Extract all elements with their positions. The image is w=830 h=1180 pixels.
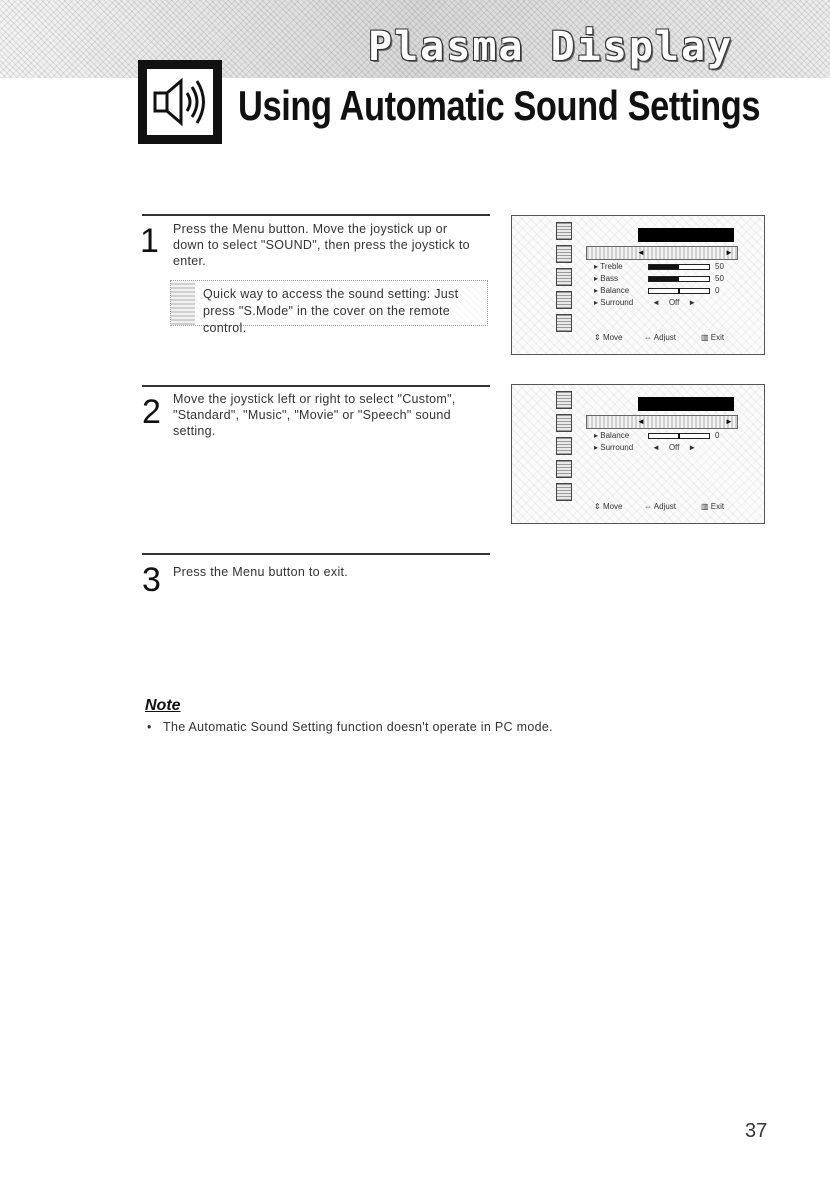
osd-value: 50 (715, 262, 724, 271)
osd-mode-selector (586, 246, 738, 260)
balance-marker (678, 433, 680, 439)
osd-row: ▸ Treble (594, 262, 623, 271)
osd-title-bar (638, 397, 734, 411)
step-number: 1 (140, 222, 159, 260)
osd-footer-adjust: ⇔ Adjust (644, 502, 677, 511)
step-instruction: Move the joystick left or right to select "Custom", "Standard", "Music", "Movie" or "Speech" sound setting. (173, 392, 456, 438)
tip-marker (171, 281, 195, 325)
input-icon (556, 314, 572, 332)
page-title: Using Automatic Sound Settings (238, 82, 761, 129)
channel-icon (556, 268, 572, 286)
osd-menu-icons (556, 222, 574, 337)
setup-icon (556, 460, 572, 478)
level-bar-fill (649, 277, 679, 281)
osd-value: 0 (715, 431, 720, 440)
osd-footer-move: ⇕ Move (594, 333, 623, 342)
note-heading: Note (145, 697, 181, 714)
header-banner (0, 0, 830, 78)
osd-title-bar (638, 228, 734, 242)
tip-box (170, 280, 488, 335)
osd-mode-selector (586, 415, 738, 429)
step-number: 2 (142, 393, 161, 431)
picture-icon (556, 391, 572, 409)
osd-balance-bar (648, 288, 710, 294)
step-divider (142, 553, 490, 555)
osd-balance-bar (648, 433, 710, 439)
osd-option: ◄ Off ► (652, 298, 697, 307)
osd-footer-exit: ▥ Exit (701, 502, 725, 511)
osd-row: ▸ Surround (594, 298, 634, 307)
sound-icon (556, 245, 572, 263)
sound-icon (556, 414, 572, 432)
left-arrow-icon: ◄ (637, 248, 645, 257)
note-text: The Automatic Sound Setting function doesn't operate in PC mode. (163, 720, 553, 734)
osd-row: ▸ Balance (594, 431, 630, 440)
step-instruction: Press the Menu button to exit. (173, 565, 349, 579)
osd-sound-menu-screenshot (511, 215, 765, 355)
step-divider (142, 214, 490, 216)
balance-marker (678, 288, 680, 294)
osd-level-bar (648, 276, 710, 282)
osd-footer-exit: ▥ Exit (701, 333, 725, 342)
right-arrow-icon: ► (725, 417, 733, 426)
osd-row: ▸ Bass (594, 274, 619, 283)
osd-menu-icons (556, 391, 574, 506)
osd-row: ▸ Balance (594, 286, 630, 295)
left-arrow-icon: ◄ (637, 417, 645, 426)
picture-icon (556, 222, 572, 240)
osd-footer-move: ⇕ Move (594, 502, 623, 511)
osd-level-bar (648, 264, 710, 270)
osd-footer-adjust: ⇔ Adjust (644, 333, 677, 342)
step-divider (142, 385, 490, 387)
brand-title: Plasma Display (368, 24, 734, 70)
step-instruction: Press the Menu button. Move the joystick up or down to select "SOUND", then press the joystick to enter. (173, 222, 470, 268)
osd-row: ▸ Surround (594, 443, 634, 452)
osd-value: 0 (715, 286, 720, 295)
input-icon (556, 483, 572, 501)
page-number: 37 (745, 1120, 768, 1142)
bullet: • (147, 720, 152, 734)
right-arrow-icon: ► (725, 248, 733, 257)
osd-sound-mode-screenshot (511, 384, 765, 524)
tip-text: Quick way to access the sound setting: Just press "S.Mode" in the cover on the remote control. (203, 287, 459, 335)
speaker-icon (138, 60, 222, 144)
level-bar-fill (649, 265, 679, 269)
step-number: 3 (142, 561, 161, 599)
setup-icon (556, 291, 572, 309)
osd-value: 50 (715, 274, 724, 283)
channel-icon (556, 437, 572, 455)
osd-option: ◄ Off ► (652, 443, 697, 452)
note-item (147, 720, 553, 734)
